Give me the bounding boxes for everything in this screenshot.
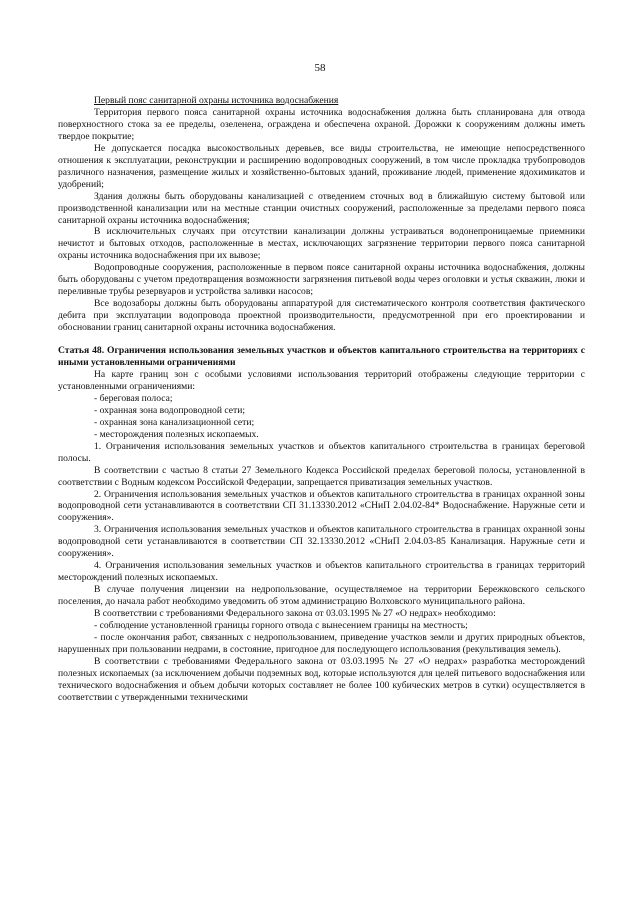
paragraph: Территория первого пояса санитарной охраны источника водоснабжения должна быть спланирована для отвода поверхностного стока за ее пределы, озеленена, ограждена и обеспечена охраной. Дорожки к сооружениям должны иметь твердое покрытие;: [58, 106, 585, 142]
paragraph: В соответствии с требованиями Федерального закона от 03.03.1995 № 27 «О недрах» разработка месторождений полезных ископаемых (за исключением добычи подземных вод, которые используются для целей питьевого водоснабжения или технического водоснабжения и объем добычи которых составляет не более 100 кубических метров в сутки) осуществляется в соответствии с утвержденными техническими: [58, 655, 585, 703]
paragraph: На карте границ зон с особыми условиями использования территорий отображены следующие территории с установленными ограничениями:: [58, 368, 585, 392]
paragraph: Здания должны быть оборудованы канализацией с отведением сточных вод в ближайшую систему бытовой или производственной канализации или на местные станции очистных сооружений, расположенные за пределами первого пояса санитарной охраны источника водоснабжения;: [58, 190, 585, 226]
paragraph: В соответствии с частью 8 статьи 27 Земельного Кодекса Российской пределах береговой полосы, установленной в соответствии с Водным кодексом Российской Федерации, запрещается приватизация земельных участков.: [58, 464, 585, 488]
list-item: - после окончания работ, связанных с недропользованием, приведение участков земли и других природных объектов, нарушенных при пользовании недрами, в состояние, пригодное для последующего использования (рекультивация земель).: [58, 631, 585, 655]
paragraph: В случае получения лицензии на недропользование, осуществляемое на территории Бережковского сельского поселения, до начала работ необходимо уведомить об этом администрацию Волховского муниципального района.: [58, 584, 585, 608]
paragraph: Не допускается посадка высокоствольных деревьев, все виды строительства, не имеющие непосредственного отношения к эксплуатации, реконструкции и расширению водопроводных сооружений, в том числе прокладка трубопроводов различного назначения, размещение жилых и хозяйственно-бытовых зданий, проживание людей, применение ядохимикатов и удобрений;: [58, 142, 585, 190]
paragraph: Водопроводные сооружения, расположенные в первом поясе санитарной охраны источника водоснабжения, должны быть оборудованы с учетом предотвращения возможности загрязнения питьевой воды через оголовки и устья скважин, люки и переливные трубы резервуаров и устройства заливки насосов;: [58, 262, 585, 298]
list-item: - береговая полоса;: [94, 392, 173, 404]
section-heading: Первый пояс санитарной охраны источника водоснабжения: [94, 95, 339, 106]
paragraph: 4. Ограничения использования земельных участков и объектов капитального строительства в границах территорий месторождений полезных ископаемых.: [58, 560, 585, 584]
paragraph: 2. Ограничения использования земельных участков и объектов капитального строительства в границах охранной зоны водопроводной сети устанавливаются в соответствии СП 31.13330.2012 «СНиП 2.04.02-84* Водоснабжение. Наружные сети и сооружения».: [58, 488, 585, 524]
paragraph: 3. Ограничения использования земельных участков и объектов капитального строительства в границах охранной зоны водопроводной сети устанавливаются в соответствии СП 32.13330.2012 «СНиП 2.04.03-85 Канализация. Наружные сети и сооружения».: [58, 524, 585, 560]
paragraph: В исключительных случаях при отсутствии канализации должны устраиваться водонепроницаемые приемники нечистот и бытовых отходов, расположенные в местах, исключающих загрязнение территории первого пояса санитарной охраны источника водоснабжения при их вывозе;: [58, 226, 585, 262]
list-item: - охранная зона канализационной сети;: [94, 416, 255, 428]
article-heading: Статья 48. Ограничения использования земельных участков и объектов капитального строительства на территориях с иными установленными ограничениями: [58, 345, 585, 369]
paragraph: 1. Ограничения использования земельных участков и объектов капитального строительства в границах береговой полосы.: [58, 440, 585, 464]
page-content: [58, 95, 585, 704]
paragraph: Все водозаборы должны быть оборудованы аппаратурой для систематического контроля соответствия фактического дебита при эксплуатации водопровода проектной производительности, предусмотренной при его проектировании и обосновании границ санитарной охраны источника водоснабжения.: [58, 298, 585, 334]
list-item: - охранная зона водопроводной сети;: [94, 404, 246, 416]
paragraph: В соответствии с требованиями Федерального закона от 03.03.1995 № 27 «О недрах» необходимо:: [94, 608, 496, 620]
list-item: - соблюдение установленной границы горного отвода с вынесением границы на местность;: [94, 619, 468, 631]
page-number: 58: [314, 62, 326, 74]
list-item: - месторождения полезных ископаемых.: [94, 428, 259, 440]
